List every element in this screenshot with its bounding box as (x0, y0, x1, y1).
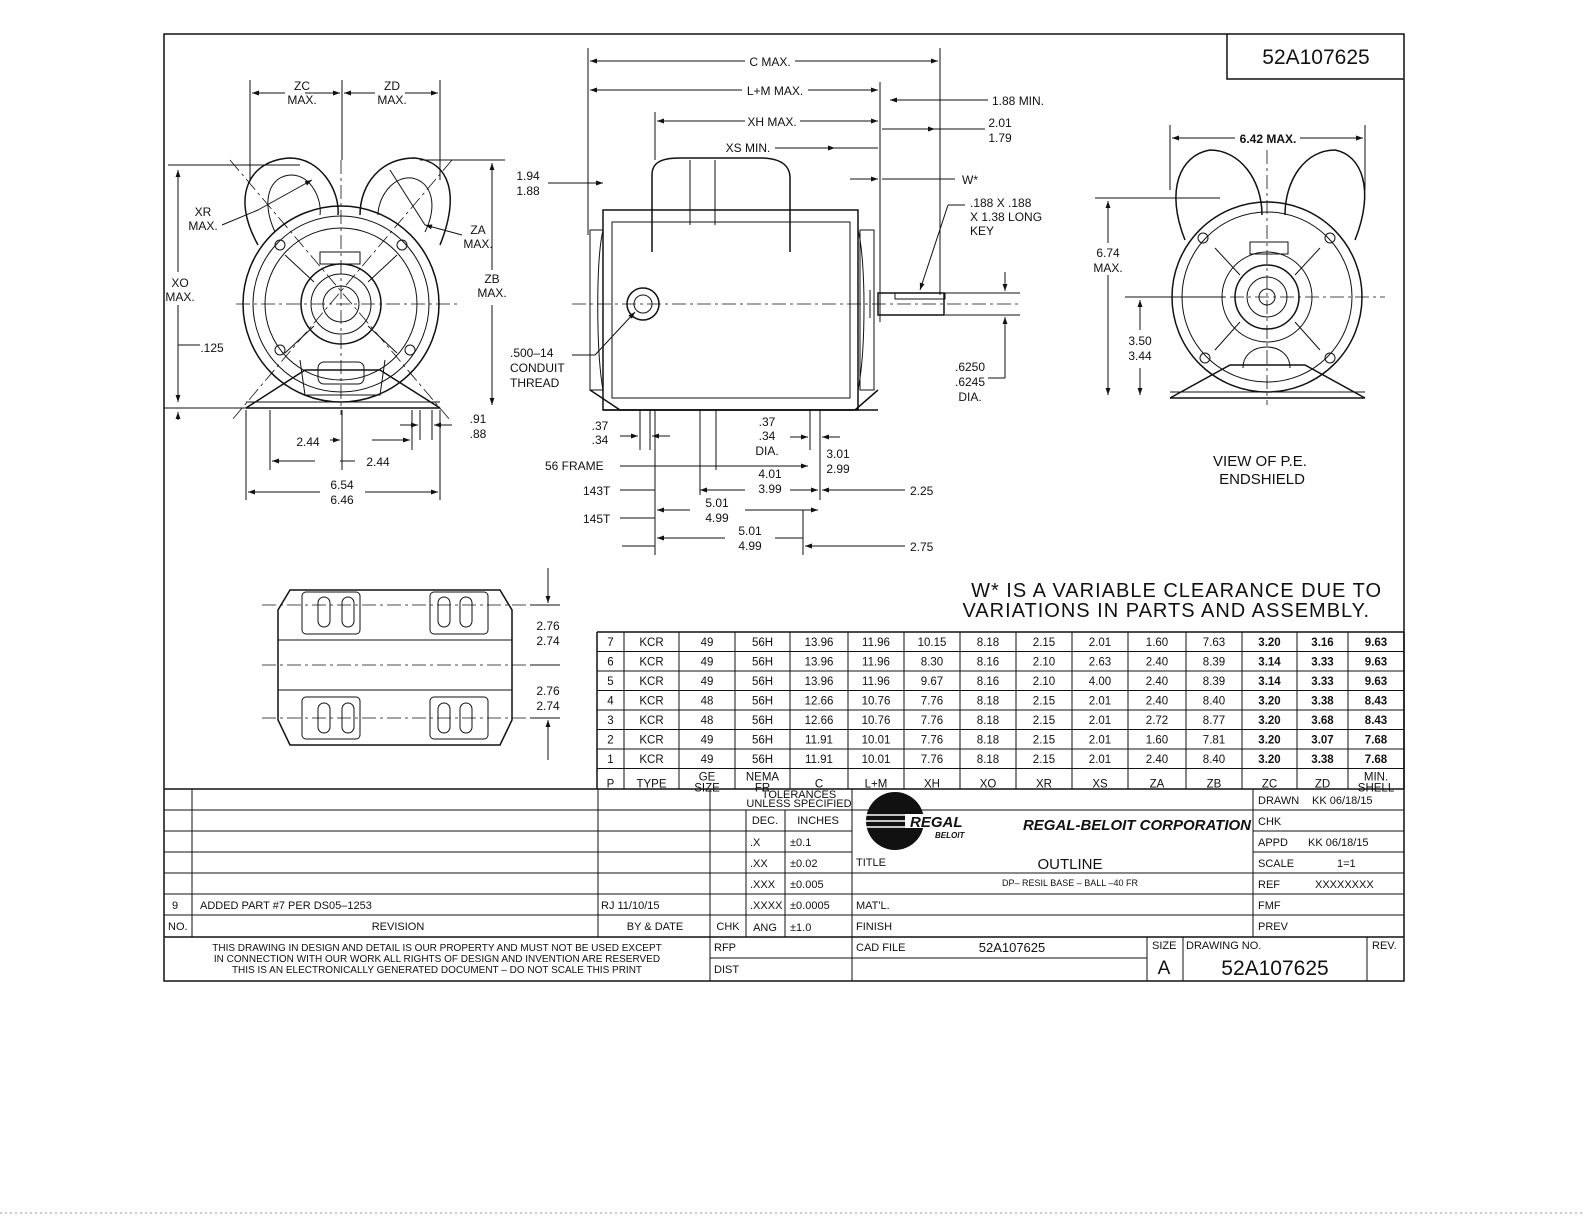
table-cell: KCR (639, 715, 664, 727)
property-notice-2: IN CONNECTION WITH OUR WORK ALL RIGHTS OF DESIGN AND INVENTION ARE RESERVED (213, 954, 661, 965)
table-header: XR (1036, 778, 1052, 791)
dim-zc-max: MAX. (287, 93, 317, 107)
tol-r3b: ±0.005 (790, 879, 824, 891)
dim-401: 4.01 (758, 467, 782, 481)
table-cell: 8.18 (976, 637, 1000, 649)
table-cell: 8.43 (1364, 695, 1388, 708)
dim-125: .125 (200, 341, 224, 355)
clearance-note-line-2: VARIATIONS IN PARTS AND ASSEMBLY. (962, 600, 1370, 622)
table-header: ZD (1314, 778, 1331, 791)
dim-499a: 4.99 (705, 511, 729, 525)
table-cell: 10.15 (917, 637, 947, 649)
table-cell: 3.20 (1258, 734, 1281, 747)
ref-label: REF (1258, 879, 1280, 891)
table-cell: KCR (639, 656, 664, 669)
table-cell: 49 (700, 734, 714, 747)
table-cell: 8.40 (1202, 754, 1226, 766)
table-cell: 56H (751, 695, 774, 708)
frame-145t: 145T (583, 512, 611, 526)
dim-c-max: C MAX. (749, 55, 791, 69)
table-cell: 2.01 (1088, 695, 1112, 708)
table-cell: 2.15 (1032, 715, 1056, 727)
logo-sub: BELOIT (935, 831, 965, 840)
table-cell: 5 (607, 676, 614, 688)
dim-225: 2.25 (910, 484, 934, 498)
table-cell: 8.16 (976, 656, 1000, 669)
scale-value: 1=1 (1337, 858, 1356, 870)
table-cell: 2.40 (1145, 676, 1169, 688)
table-cell: 8.18 (976, 695, 1000, 708)
drawing-number-top: 52A107625 (1262, 46, 1370, 69)
table-cell: 49 (700, 637, 714, 649)
dim-zc: ZC (294, 79, 310, 93)
table-cell: 2.01 (1088, 754, 1112, 766)
table-cell: 4 (607, 695, 614, 708)
dim-zd: ZD (384, 79, 400, 93)
table-header: P (606, 778, 615, 791)
table-header: ZB (1206, 778, 1222, 791)
table-cell: 2.40 (1145, 695, 1169, 708)
ref-value: XXXXXXXX (1315, 879, 1374, 891)
key-line-3: KEY (970, 224, 995, 238)
tol-r1a: .X (750, 837, 761, 849)
table-cell: 7.76 (920, 715, 944, 727)
revision-header-by: BY & DATE (626, 921, 684, 933)
table-header: GE (698, 771, 716, 784)
dim-w-star: W* (962, 173, 978, 187)
revision-description: ADDED PART #7 PER DS05–1253 (200, 900, 372, 912)
dim-399: 3.99 (758, 482, 782, 496)
company-name: REGAL-BELOIT CORPORATION (1022, 817, 1252, 834)
table-header: C (814, 778, 824, 791)
tol-r5b: ±1.0 (790, 922, 812, 934)
table-cell: 2 (607, 734, 614, 747)
table-cell: 10.01 (861, 754, 891, 766)
dim-276a: 2.76 (536, 619, 560, 633)
dim-275: 2.75 (910, 540, 934, 554)
dim-501a: 5.01 (705, 496, 729, 510)
dim-344: 3.44 (1128, 349, 1152, 363)
conduit-line-1: .500–14 (510, 346, 554, 360)
table-cell: 2.63 (1088, 656, 1112, 669)
table-cell: 7.76 (920, 754, 944, 766)
table-cell: 2.15 (1032, 734, 1056, 747)
dim-274b: 2.74 (536, 699, 560, 713)
dim-37b: .37 (758, 415, 776, 429)
material-label: MAT'L. (856, 900, 890, 912)
prev-label: PREV (1258, 921, 1288, 933)
drawing-subtitle: DP– RESIL BASE – BALL –40 FR (1002, 878, 1138, 888)
pe-endshield-view (1155, 150, 1385, 405)
table-cell: 8.30 (920, 656, 944, 669)
revision-header-chk: CHK (716, 921, 740, 933)
revision-by-date: RJ 11/10/15 (601, 900, 660, 912)
dim-654: 6.54 (330, 478, 354, 492)
table-cell: 2.01 (1088, 734, 1112, 747)
table-cell: 10.01 (861, 734, 891, 747)
dim-xh-max: XH MAX. (747, 115, 797, 129)
table-cell: 7.81 (1202, 734, 1226, 747)
table-cell: 3.38 (1311, 754, 1334, 766)
dim-201: 2.01 (988, 116, 1012, 130)
table-cell: KCR (639, 695, 664, 708)
drawn-label: DRAWN (1258, 795, 1300, 807)
dimension-table (597, 632, 1404, 795)
table-cell: 3.14 (1258, 676, 1281, 688)
table-cell: 10.76 (861, 715, 891, 727)
dim-299: 2.99 (826, 462, 850, 476)
dim-188-min: 1.88 MIN. (992, 94, 1045, 108)
table-cell: 8.16 (976, 676, 1000, 688)
table-cell: KCR (639, 754, 664, 766)
dim-244b: 2.44 (366, 455, 390, 469)
tol-r3a: .XXX (750, 879, 776, 891)
dim-zd-max: MAX. (377, 93, 407, 107)
dim-179: 1.79 (988, 131, 1012, 145)
rfp-label: RFP (714, 942, 736, 954)
table-cell: 11.96 (862, 637, 890, 649)
dim-276b: 2.76 (536, 684, 560, 698)
appd-label: APPD (1258, 837, 1288, 849)
drawing-no-label: DRAWING NO. (1186, 940, 1262, 952)
dim-xr-max: MAX. (188, 219, 218, 233)
tol-r2a: .XX (750, 858, 768, 870)
table-header: SIZE (694, 782, 720, 795)
table-cell: 8.39 (1202, 656, 1226, 669)
tol-r4b: ±0.0005 (790, 900, 830, 912)
base-view-dimensions (530, 568, 560, 760)
dim-642-max: 6.42 MAX. (1239, 132, 1297, 146)
table-cell: 11.96 (862, 656, 890, 669)
table-cell: 13.96 (804, 676, 834, 688)
property-notice-1: THIS DRAWING IN DESIGN AND DETAIL IS OUR PROPERTY AND MUST NOT BE USED EXCEPT (212, 943, 662, 954)
table-cell: 3.20 (1258, 754, 1281, 766)
tol-r1b: ±0.1 (790, 837, 812, 849)
table-header: NEMA (745, 771, 780, 784)
table-cell: 7.76 (920, 734, 944, 747)
dist-label: DIST (714, 964, 740, 976)
table-header: FR (754, 782, 771, 795)
table-cell: 8.77 (1202, 715, 1226, 727)
table-header: ZA (1149, 778, 1165, 791)
title-block (164, 789, 1404, 981)
table-cell: 1.60 (1145, 637, 1169, 649)
table-header: XO (979, 778, 997, 791)
scale-label: SCALE (1258, 858, 1295, 870)
dim-274a: 2.74 (536, 634, 560, 648)
dim-zb-max: MAX. (477, 286, 507, 300)
table-cell: KCR (639, 637, 664, 649)
table-cell: 2.10 (1032, 676, 1056, 688)
dim-lm-max: L+M MAX. (746, 84, 804, 98)
table-header: XS (1092, 778, 1108, 791)
table-cell: 3 (607, 715, 614, 727)
tol-r4a: .XXXX (750, 900, 783, 912)
table-cell: 13.96 (804, 656, 834, 669)
table-cell: 10.76 (861, 695, 891, 708)
table-cell: 48 (700, 715, 714, 727)
dim-dia: DIA. (755, 444, 779, 458)
dim-37a: .37 (591, 419, 609, 433)
table-cell: 3.07 (1311, 734, 1334, 747)
tolerances-title-2: UNLESS SPECIFIED (746, 798, 852, 810)
key-line-1: .188 X .188 (970, 196, 1032, 210)
conduit-line-2: CONDUIT (510, 361, 565, 375)
table-cell: 8.43 (1364, 715, 1388, 727)
table-cell: 2.40 (1145, 754, 1169, 766)
table-cell: 3.38 (1311, 695, 1334, 708)
table-header: SHELL (1357, 782, 1395, 795)
table-cell: 7.63 (1202, 637, 1226, 649)
drawing-title: OUTLINE (1037, 856, 1103, 873)
fmf-label: FMF (1258, 900, 1281, 912)
dim-91: .91 (469, 412, 487, 426)
table-cell: 3.20 (1258, 637, 1281, 649)
logo-word: REGAL (910, 814, 963, 831)
table-cell: 2.10 (1032, 656, 1056, 669)
table-cell: 12.66 (804, 715, 834, 727)
table-cell: 2.01 (1088, 715, 1112, 727)
table-cell: 3.33 (1311, 656, 1334, 669)
title-label: TITLE (856, 857, 886, 869)
table-cell: 1 (607, 754, 614, 766)
table-cell: 11.91 (805, 734, 833, 747)
clearance-note-line-1: W* IS A VARIABLE CLEARANCE DUE TO (971, 580, 1382, 602)
table-cell: 56H (751, 637, 774, 649)
table-cell: 2.01 (1088, 637, 1112, 649)
drawing-no-value: 52A107625 (1221, 957, 1329, 980)
dim-34b: .34 (758, 429, 776, 443)
table-cell: 56H (751, 715, 774, 727)
table-cell: 3.16 (1311, 637, 1334, 649)
dim-674-max: MAX. (1093, 261, 1123, 275)
table-cell: 3.33 (1311, 676, 1334, 688)
dim-350: 3.50 (1128, 334, 1152, 348)
revision-header-rev: REVISION (371, 921, 425, 933)
dim-194: 1.94 (516, 169, 540, 183)
table-cell: 56H (751, 754, 774, 766)
frame-56: 56 FRAME (545, 459, 604, 473)
table-cell: 9.63 (1364, 637, 1388, 649)
table-cell: 9.67 (920, 676, 944, 688)
dim-xo-max: MAX. (165, 290, 195, 304)
table-cell: 49 (700, 754, 714, 766)
table-cell: 2.40 (1145, 656, 1169, 669)
table-cell: 7.68 (1364, 754, 1388, 766)
pe-view-dimensions (1093, 125, 1365, 488)
revision-header-no: NO. (168, 921, 188, 933)
chk-label: CHK (1258, 816, 1282, 828)
table-cell: 56H (751, 676, 774, 688)
dim-674: 6.74 (1096, 246, 1120, 260)
table-cell: 13.96 (804, 637, 834, 649)
table-cell: 8.39 (1202, 676, 1226, 688)
front-end-view (230, 158, 460, 420)
finish-label: FINISH (856, 921, 893, 933)
regal-beloit-logo (858, 792, 1000, 850)
table-cell: 2.15 (1032, 754, 1056, 766)
table-cell: 11.96 (862, 676, 890, 688)
table-cell: 8.18 (976, 715, 1000, 727)
dim-88: .88 (469, 427, 487, 441)
table-cell: 3.14 (1258, 656, 1281, 669)
table-cell: 49 (700, 656, 714, 669)
table-header: TYPE (636, 778, 667, 791)
tolerances-title-1: TOLERANCES (761, 789, 837, 801)
table-cell: 7 (607, 637, 614, 649)
table-cell: 7.68 (1364, 734, 1388, 747)
cad-file-label: CAD FILE (856, 942, 906, 954)
dim-499b: 4.99 (738, 539, 762, 553)
dim-za: ZA (470, 223, 486, 237)
revision-number: 9 (172, 900, 179, 912)
tol-dec: DEC. (751, 815, 779, 827)
dim-301: 3.01 (826, 447, 850, 461)
dim-xs-min: XS MIN. (725, 141, 771, 155)
property-notice-3: THIS IS AN ELECTRONICALLY GENERATED DOCUMENT – DO NOT SCALE THIS PRINT (231, 965, 643, 976)
table-cell: 1.60 (1145, 734, 1169, 747)
sheet-border (164, 34, 1404, 981)
table-cell: 48 (700, 695, 714, 708)
table-cell: 3.20 (1258, 695, 1281, 708)
table-cell: 8.18 (976, 734, 1000, 747)
table-cell: 56H (751, 656, 774, 669)
dim-xo: XO (171, 276, 189, 290)
table-cell: 3.20 (1258, 715, 1281, 727)
table-cell: 8.40 (1202, 695, 1226, 708)
table-cell: 7.76 (920, 695, 944, 708)
pe-view-label-1: VIEW OF P.E. (1213, 453, 1307, 470)
table-cell: 49 (700, 676, 714, 688)
table-cell: 2.15 (1032, 637, 1056, 649)
table-cell: 2.15 (1032, 695, 1056, 708)
dim-34a: .34 (591, 433, 609, 447)
table-cell: 11.91 (805, 754, 833, 766)
table-cell: 12.66 (804, 695, 834, 708)
conduit-line-3: THREAD (510, 376, 560, 390)
table-header: XH (924, 778, 940, 791)
table-header: L+M (864, 778, 888, 791)
shaft-dia-1: .6250 (954, 360, 986, 374)
dim-244a: 2.44 (296, 435, 320, 449)
dim-za-max: MAX. (463, 237, 493, 251)
pe-view-label-2: ENDSHIELD (1219, 471, 1305, 488)
front-view-dimensions (164, 79, 507, 507)
shaft-dia-3: DIA. (958, 390, 982, 404)
table-cell: 8.18 (976, 754, 1000, 766)
drawing-number-box (1227, 34, 1404, 79)
table-cell: KCR (639, 734, 664, 747)
key-line-2: X 1.38 LONG (970, 210, 1043, 224)
dim-zb: ZB (484, 272, 500, 286)
table-cell: 9.63 (1364, 676, 1388, 688)
rev-label: REV. (1372, 940, 1397, 952)
table-header: ZC (1261, 778, 1278, 791)
dim-646: 6.46 (330, 493, 354, 507)
tol-inches: INCHES (797, 815, 839, 827)
dim-501b: 5.01 (738, 524, 762, 538)
table-header: MIN. (1363, 771, 1389, 784)
table-cell: 6 (607, 656, 614, 669)
side-view (572, 158, 1020, 410)
cad-file-value: 52A107625 (978, 940, 1046, 955)
table-cell: 2.72 (1145, 715, 1169, 727)
size-label: SIZE (1152, 940, 1177, 952)
appd-value: KK 06/18/15 (1308, 837, 1369, 849)
dim-188: 1.88 (516, 184, 540, 198)
table-cell: 9.63 (1364, 656, 1388, 669)
table-cell: 56H (751, 734, 774, 747)
table-cell: 4.00 (1088, 676, 1112, 688)
table-cell: 3.68 (1311, 715, 1334, 727)
base-bottom-view (262, 590, 530, 745)
frame-143t: 143T (583, 484, 611, 498)
size-value: A (1157, 958, 1171, 979)
tol-r2b: ±0.02 (790, 858, 818, 870)
tol-r5a: ANG (753, 922, 777, 934)
shaft-dia-2: .6245 (954, 375, 986, 389)
table-cell: KCR (639, 676, 664, 688)
drawn-value: KK 06/18/15 (1312, 795, 1373, 807)
dim-xr: XR (194, 205, 212, 219)
